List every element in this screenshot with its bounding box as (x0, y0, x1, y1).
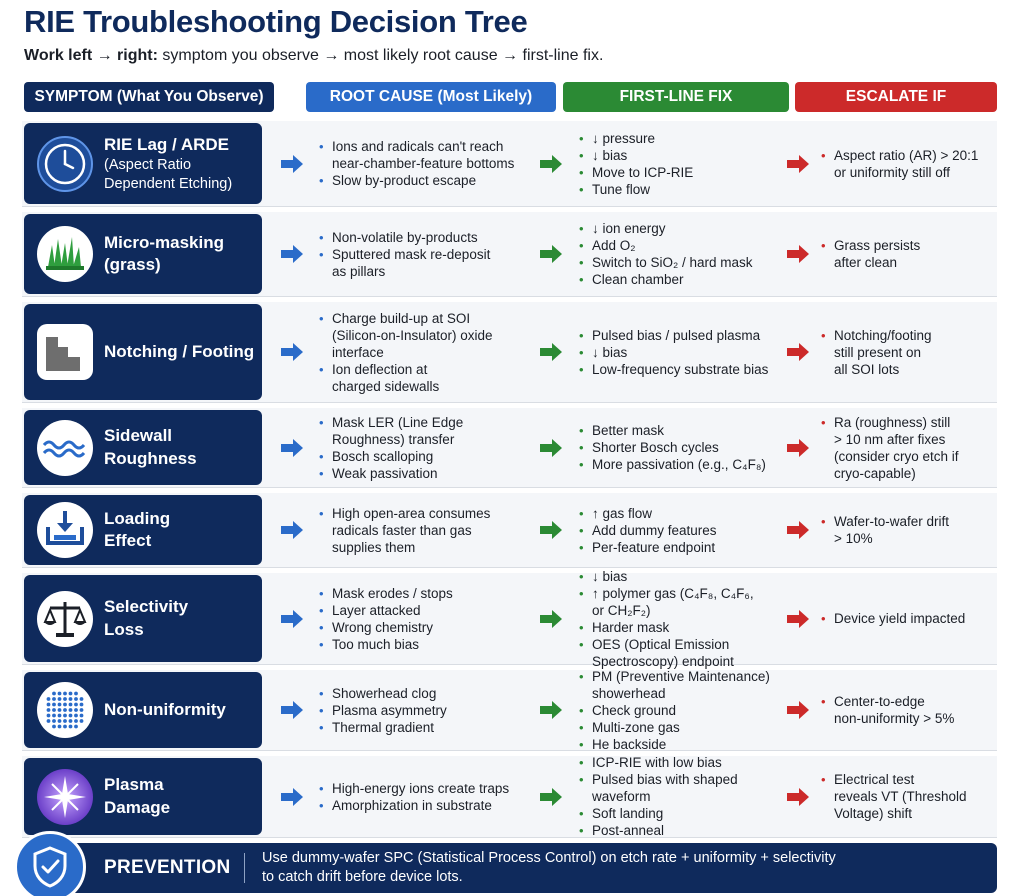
subtitle-rest: symptom you observe → most likely root cause → first-line fix. (157, 47, 604, 64)
prevention-text-line: to catch drift before device lots. (262, 869, 463, 885)
causes-item (318, 619, 548, 636)
green-arrow-icon (540, 439, 562, 457)
first-line-fix-list (578, 121, 778, 206)
scale-icon (36, 590, 94, 648)
fixes-item (578, 254, 778, 271)
causes-item (318, 797, 548, 814)
fixes-item (578, 619, 778, 636)
causes-text: supplies them (332, 539, 416, 555)
fixes-text: • Multi-zone gas (592, 719, 680, 735)
decision-row (22, 568, 997, 669)
fixes-item (578, 668, 778, 702)
symptom-card (24, 758, 262, 835)
symptom-label (104, 699, 226, 721)
green-arrow-icon (540, 521, 562, 539)
fixes-text: • Move to ICP-RIE (592, 164, 694, 180)
causes-item (318, 310, 548, 361)
escalate-item (820, 513, 990, 547)
fixes-text: • Post-anneal (592, 823, 665, 838)
fixes-text: • OES (Optical Emission (592, 636, 730, 652)
symptom-label (104, 341, 254, 363)
fixes-item (578, 271, 778, 288)
fixes-item (578, 568, 778, 585)
causes-text: • Ions and radicals can't reach (332, 139, 504, 154)
root-cause-list (318, 212, 548, 296)
causes-item (318, 246, 548, 280)
fixes-text: • ↓ bias (592, 147, 628, 163)
fixes-item (578, 147, 778, 164)
symptom-subtitle: (Aspect Ratio Dependent Etching) (104, 156, 233, 192)
causes-item (318, 702, 548, 719)
fixes-text: • Clean chamber (592, 272, 684, 287)
prevention-text (262, 849, 836, 887)
causes-item (318, 505, 548, 556)
fixes-item (578, 439, 778, 456)
causes-item (318, 685, 548, 702)
symptom-label (104, 596, 188, 640)
fixes-text: • Soft landing (592, 806, 664, 821)
causes-text: • Slow by-product escape (332, 173, 477, 188)
causes-item (318, 172, 548, 189)
fixes-text: • He backside (592, 736, 667, 752)
escalate-text: • Aspect ratio (AR) > 20:1 (834, 147, 979, 163)
symptom-card (24, 672, 262, 748)
escalate-item (820, 610, 990, 627)
escalate-item (820, 327, 990, 378)
escalate-text: still present on (834, 344, 922, 360)
escalate-text: • Notching/footing (834, 327, 932, 343)
prevention-text-line: Use dummy-wafer SPC (Statistical Process Control) on etch rate + uniformity + selectivity (262, 850, 836, 866)
escalate-text: reveals VT (Threshold (834, 789, 967, 804)
fixes-text: • ↑ gas flow (592, 505, 653, 521)
first-line-fix-list (578, 408, 778, 487)
green-arrow-icon (540, 155, 562, 173)
causes-text: • Layer attacked (332, 602, 421, 618)
causes-item (318, 361, 548, 395)
first-line-fix-list (578, 493, 778, 567)
causes-text: • Bosch scalloping (332, 448, 434, 464)
causes-text: • High open-area consumes (332, 505, 491, 521)
causes-text: interface (332, 344, 384, 360)
fixes-text: Spectroscopy) endpoint (592, 653, 734, 669)
blue-arrow-icon (281, 788, 303, 806)
fixes-item (578, 422, 778, 439)
causes-text: • Too much bias (332, 636, 420, 652)
causes-item (318, 138, 548, 172)
fixes-item (578, 822, 778, 839)
fixes-text: • Harder mask (592, 619, 670, 635)
fixes-text: • Pulsed bias / pulsed plasma (592, 327, 761, 343)
fixes-item (578, 719, 778, 736)
first-line-fix-list (578, 568, 778, 669)
clock-icon (36, 135, 94, 193)
escalate-item (820, 693, 990, 727)
dot-grid-icon (36, 681, 94, 739)
root-cause-list (318, 670, 548, 750)
header-escalate-if: ESCALATE IF (795, 82, 997, 112)
root-cause-list (318, 408, 548, 487)
decision-row (22, 408, 997, 488)
causes-item (318, 448, 548, 465)
fixes-item (578, 539, 778, 556)
fixes-item (578, 220, 778, 237)
fixes-item (578, 505, 778, 522)
decision-row (22, 212, 997, 297)
symptom-label (104, 774, 170, 818)
escalate-list (820, 756, 990, 837)
fixes-item (578, 805, 778, 822)
fixes-text: • Per-feature endpoint (592, 539, 716, 555)
red-arrow-icon (787, 343, 809, 361)
fixes-text: • Better mask (592, 423, 665, 438)
escalate-text: • Device yield impacted (834, 611, 966, 626)
causes-text: near-chamber-feature bottoms (332, 156, 515, 171)
escalate-list (820, 408, 990, 487)
causes-text: • Sputtered mask re-deposit (332, 246, 491, 262)
root-cause-list (318, 121, 548, 206)
first-line-fix-list (578, 302, 778, 402)
fixes-item (578, 754, 778, 771)
root-cause-list (318, 493, 548, 567)
fixes-text: or CH₂F₂) (592, 602, 651, 618)
escalate-list (820, 573, 990, 664)
prevention-label: PREVENTION (104, 857, 231, 878)
fixes-text: • Low-frequency substrate bias (592, 361, 769, 377)
escalate-text: > 10% (834, 531, 873, 546)
symptom-title: Notching / Footing (104, 341, 255, 361)
loading-tray-icon (36, 501, 94, 559)
escalate-text: • Ra (roughness) still (834, 414, 951, 430)
causes-item (318, 465, 548, 482)
page-title: RIE Troubleshooting Decision Tree (24, 4, 528, 39)
escalate-list (820, 670, 990, 750)
plasma-burst-icon (36, 768, 94, 826)
fixes-item (578, 237, 778, 254)
escalate-text: all SOI lots (834, 361, 900, 377)
causes-text: charged sidewalls (332, 378, 440, 394)
blue-arrow-icon (281, 245, 303, 263)
fixes-text: • Check ground (592, 702, 677, 718)
fixes-item (578, 181, 778, 198)
fixes-item (578, 771, 778, 805)
causes-item (318, 414, 548, 448)
causes-text: Roughness) transfer (332, 431, 455, 447)
fixes-text: • ↓ pressure (592, 130, 656, 146)
blue-arrow-icon (281, 521, 303, 539)
blue-arrow-icon (281, 439, 303, 457)
fixes-item (578, 736, 778, 753)
decision-row (22, 670, 997, 751)
root-cause-list (318, 756, 548, 837)
causes-text: • High-energy ions create traps (332, 780, 510, 796)
symptom-title: Loading Effect (104, 508, 171, 550)
fixes-item (578, 327, 778, 344)
blue-arrow-icon (281, 701, 303, 719)
fixes-text: • ↑ polymer gas (C₄F₈, C₄F₆, (592, 585, 754, 601)
subtitle-lead: Work left → right: (24, 47, 158, 64)
red-arrow-icon (787, 521, 809, 539)
symptom-card (24, 304, 262, 400)
causes-text: • Mask erodes / stops (332, 585, 453, 601)
symptom-title: Plasma Damage (104, 775, 171, 817)
fixes-item (578, 456, 778, 473)
escalate-item (820, 771, 990, 822)
causes-item (318, 636, 548, 653)
blue-arrow-icon (281, 155, 303, 173)
symptom-card (24, 410, 262, 485)
symptom-title: RIE Lag / ARDE (104, 134, 229, 154)
escalate-text: or uniformity still off (834, 164, 951, 180)
fixes-text: showerhead (592, 685, 666, 701)
red-arrow-icon (787, 788, 809, 806)
causes-text: • Mask LER (Line Edge (332, 414, 464, 430)
causes-item (318, 229, 548, 246)
fixes-text: • Add O₂ (592, 238, 636, 253)
red-arrow-icon (787, 155, 809, 173)
page-subtitle (24, 47, 603, 65)
stairs-icon (36, 323, 94, 381)
grass-icon (36, 225, 94, 283)
fixes-text: • Pulsed bias with shaped (592, 772, 738, 787)
fixes-text: • Add dummy features (592, 522, 717, 538)
causes-text: • Amorphization in substrate (332, 797, 492, 813)
fixes-item (578, 344, 778, 361)
causes-item (318, 780, 548, 797)
fixes-text: • PM (Preventive Maintenance) (592, 668, 770, 684)
shield-check-icon (14, 831, 86, 896)
escalate-list (820, 212, 990, 296)
root-cause-list (318, 302, 548, 402)
fixes-text: • ↓ ion energy (592, 221, 666, 236)
fixes-text: • Switch to SiO₂ / hard mask (592, 255, 753, 270)
symptom-label (104, 508, 170, 552)
escalate-list (820, 493, 990, 567)
decision-row (22, 302, 997, 403)
escalate-item (820, 237, 990, 271)
red-arrow-icon (787, 245, 809, 263)
causes-text: • Ion deflection at (332, 361, 428, 377)
symptom-title: Sidewall Roughness (104, 426, 197, 468)
first-line-fix-list (578, 212, 778, 296)
decision-row (22, 756, 997, 838)
fixes-item (578, 130, 778, 147)
escalate-text: • Center-to-edge (834, 694, 925, 709)
first-line-fix-list (578, 756, 778, 837)
green-arrow-icon (540, 343, 562, 361)
escalate-item (820, 414, 990, 482)
blue-arrow-icon (281, 610, 303, 628)
causes-text: (Silicon-on-Insulator) oxide (332, 327, 493, 343)
symptom-label (104, 232, 224, 276)
green-arrow-icon (540, 788, 562, 806)
causes-text: radicals faster than gas (332, 522, 472, 538)
causes-text: • Showerhead clog (332, 685, 437, 701)
fixes-item (578, 585, 778, 619)
header-symptom: SYMPTOM (What You Observe) (24, 82, 274, 112)
fixes-item (578, 522, 778, 539)
blue-arrow-icon (281, 343, 303, 361)
causes-text: • Thermal gradient (332, 719, 435, 735)
causes-text: • Non-volatile by-products (332, 229, 478, 245)
symptom-card (24, 214, 262, 294)
green-arrow-icon (540, 610, 562, 628)
escalate-list (820, 121, 990, 206)
wave-icon (36, 419, 94, 477)
causes-item (318, 602, 548, 619)
prevention-banner (22, 843, 997, 893)
escalate-text: (consider cryo etch if (834, 448, 959, 464)
escalate-text: > 10 nm after fixes (834, 431, 946, 447)
fixes-text: • More passivation (e.g., C₄F₈) (592, 457, 766, 472)
fixes-text: • Tune flow (592, 181, 651, 197)
causes-text: • Plasma asymmetry (332, 702, 447, 718)
red-arrow-icon (787, 439, 809, 457)
symptom-card (24, 495, 262, 565)
escalate-item (820, 147, 990, 181)
fixes-item (578, 164, 778, 181)
symptom-title: Micro-masking (grass) (104, 232, 224, 274)
fixes-item (578, 636, 778, 670)
causes-text: • Charge build-up at SOI (332, 310, 471, 326)
green-arrow-icon (540, 245, 562, 263)
first-line-fix-list (578, 670, 778, 750)
escalate-text: • Grass persists (834, 238, 921, 253)
causes-text: as pillars (332, 263, 386, 279)
escalate-text: cryo-capable) (834, 465, 916, 481)
causes-item (318, 585, 548, 602)
escalate-text: Voltage) shift (834, 806, 913, 821)
fixes-text: • ↓ bias (592, 568, 628, 584)
decision-row (22, 493, 997, 568)
fixes-text: waveform (592, 789, 651, 804)
escalate-text: • Wafer-to-wafer drift (834, 514, 950, 529)
fixes-text: • ↓ bias (592, 344, 628, 360)
escalate-text: non-uniformity > 5% (834, 711, 955, 726)
causes-text: • Wrong chemistry (332, 619, 434, 635)
symptom-title: Non-uniformity (104, 699, 226, 719)
prevention-divider (244, 853, 245, 883)
escalate-text: • Electrical test (834, 772, 915, 787)
fixes-item (578, 702, 778, 719)
causes-text: • Weak passivation (332, 465, 438, 481)
decision-row (22, 121, 997, 207)
fixes-text: • Shorter Bosch cycles (592, 440, 719, 455)
symptom-card (24, 575, 262, 662)
green-arrow-icon (540, 701, 562, 719)
escalate-text: after clean (834, 255, 898, 270)
escalate-list (820, 302, 990, 402)
symptom-label (104, 134, 232, 194)
red-arrow-icon (787, 701, 809, 719)
causes-item (318, 719, 548, 736)
symptom-label (104, 425, 197, 469)
fixes-text: • ICP-RIE with low bias (592, 755, 722, 770)
symptom-card (24, 123, 262, 204)
red-arrow-icon (787, 610, 809, 628)
header-root-cause: ROOT CAUSE (Most Likely) (306, 82, 556, 112)
symptom-title: Selectivity Loss (104, 597, 189, 639)
root-cause-list (318, 573, 548, 664)
fixes-item (578, 361, 778, 378)
header-first-line-fix: FIRST-LINE FIX (563, 82, 789, 112)
